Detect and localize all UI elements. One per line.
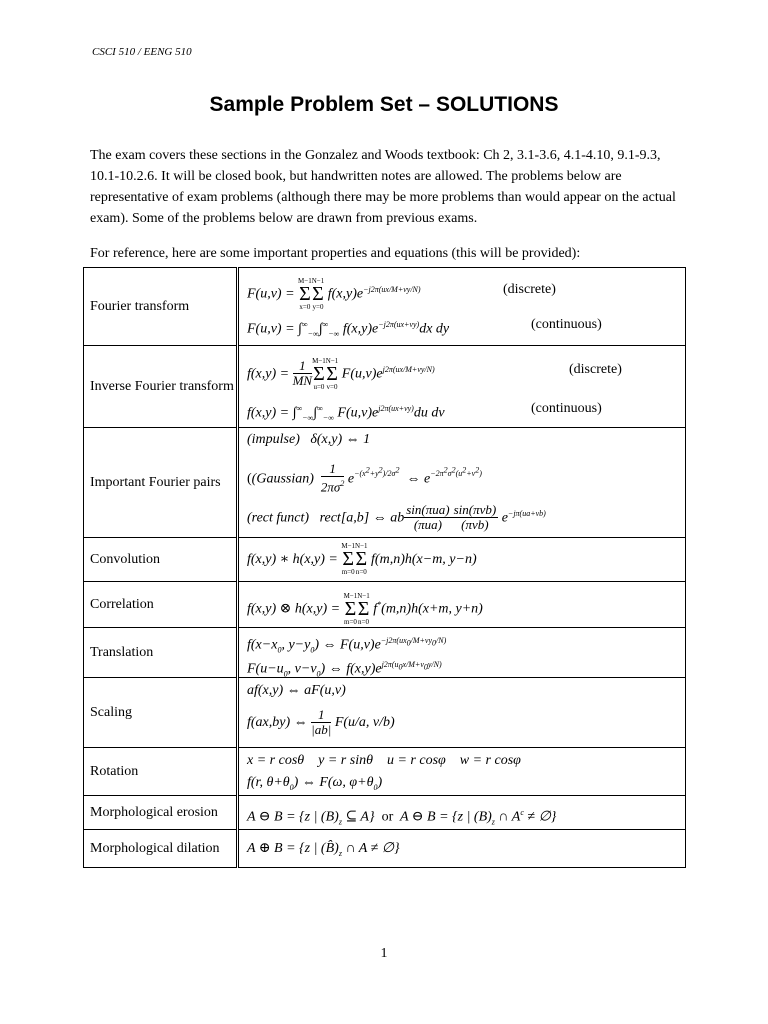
- equation-cell: af(x,y) ⇔ aF(u,v) f(ax,by) ⇔ $\frac{1}{|ab|}$ F(u/a, v/b): [238, 678, 686, 748]
- row-label: Morphological erosion: [84, 796, 238, 830]
- course-header: CSCI 510 / EENG 510: [92, 46, 192, 58]
- page-title: Sample Problem Set – SOLUTIONS: [209, 93, 559, 116]
- discrete-tag: (discrete): [503, 281, 556, 297]
- row-label: Convolution: [84, 538, 238, 582]
- row-label: Translation: [84, 628, 238, 678]
- properties-table: [83, 267, 686, 868]
- row-label: Scaling: [84, 678, 238, 748]
- table-row: [84, 830, 686, 868]
- continuous-tag: (continuous): [531, 316, 602, 332]
- gaussian-label: (Gaussian): [251, 470, 314, 486]
- table-row: [84, 628, 686, 678]
- rect-label: (rect funct): [247, 510, 310, 526]
- row-label: Important Fourier pairs: [84, 428, 238, 538]
- equation-cell: (impulse) δ(x,y) ⇔ 1 ((Gaussian) $\frac{1}{2\pi\sigma^2}$ $e^{-(x^2+y^2)/2\sigma^2}$ ⇔ $e^{-2\pi^2\sigma^2(u^2+v^2)}$ (rect funct) rect[a,b] ⇔ ab $\frac{\text{sin(πua)}}{\text{(πua)}}$ $\frac{\text{sin(πvb)}}{\text{(πvb)}}$ $e^{-j\pi(ua+vb)}$: [238, 428, 686, 538]
- impulse-label: (impulse): [247, 431, 300, 447]
- equation-cell: x = r cosθ y = r sinθ u = r cosφ w = r cosφ f(r, $\theta+\theta_0$) ⇔ F(ω, $\varphi+\theta_0$): [238, 748, 686, 796]
- equation-cell: f(x,y) ∗ h(x,y) = M−1 Σ m=0 N−1 Σ n=0 f(m,n)h(x−m, y−n): [238, 538, 686, 582]
- intro-paragraph: The exam covers these sections in the Gonzalez and Woods textbook: Ch 2, 3.1-3.6, 4.1-4.10, 9.1-9.3, 10.1-10.2.6. It will be closed book, but handwritten notes are allowed. The problems below are representative of exam problems (although there may be more problems than would appear on the actual exam). Some of the problems below are drawn from previous exams.: [90, 148, 676, 226]
- or-text: or: [381, 809, 394, 825]
- table-row: [84, 678, 686, 748]
- row-label: Rotation: [84, 748, 238, 796]
- equation-cell: A ⊖ B = {z | $(B)_z$ ⊆ A} or A ⊖ B = {z | $(B)_z$ ∩ $A^c$ ≠ ∅}: [238, 796, 686, 830]
- discrete-tag: (discrete): [569, 361, 622, 377]
- table-row: [84, 748, 686, 796]
- table-row: [84, 268, 686, 346]
- continuous-tag: (continuous): [531, 400, 602, 416]
- row-label: Fourier transform: [84, 268, 238, 346]
- table-row: [84, 346, 686, 428]
- row-label: Inverse Fourier transform: [84, 346, 238, 428]
- page-number: 1: [380, 946, 388, 961]
- table-row: [84, 538, 686, 582]
- equation-cell: f(x,y) ⊗ h(x,y) = M−1 Σ m=0 N−1 Σ n=0 f*(m,n)h(x+m, y+n): [238, 582, 686, 628]
- row-label: Correlation: [84, 582, 238, 628]
- table-row: [84, 796, 686, 830]
- equation-cell: F(u,v) = M−1 Σ x=0 N−1 Σ y=0 $f(x,y)e^{-j2\pi(ux/M+vy/N)}$ (discrete) $F(u,v) = \int^\infty_{-\infty}\int^\infty_{-\infty}$ $f(x,y)e^{-j2\pi(ux+vy)}dx$ dy (continuous): [238, 268, 686, 346]
- table-row: [84, 582, 686, 628]
- equation-cell: $f(x-x_0$, $y-y_0$) ⇔ $F(u,v)e^{-j2\pi(ux_0/M+vy_0/N)}$ $F(u-u_0$, $v-v_0$) ⇔ $f(x,y)e^{j2\pi(u_0x/M+v_0y/N)}$: [238, 628, 686, 678]
- equation-cell: f(x,y) = $\frac{1}{MN}$ M−1 Σ u=0 N−1 Σ v=0 $F(u,v)e^{j2\pi(ux/M+vy/N)}$ (discrete) $f(x,y) = \int^\infty_{-\infty}\int^\infty_{-\infty}$ $F(u,v)e^{j2\pi(ux+vy)}du$ dv (continuous): [238, 346, 686, 428]
- reference-note: For reference, here are some important properties and equations (this will be provided):: [90, 246, 581, 261]
- table-row: [84, 428, 686, 538]
- equation-cell: A ⊕ B = {z | $(B̂)_z$ ∩ A ≠ ∅}: [238, 830, 686, 868]
- row-label: Morphological dilation: [84, 830, 238, 868]
